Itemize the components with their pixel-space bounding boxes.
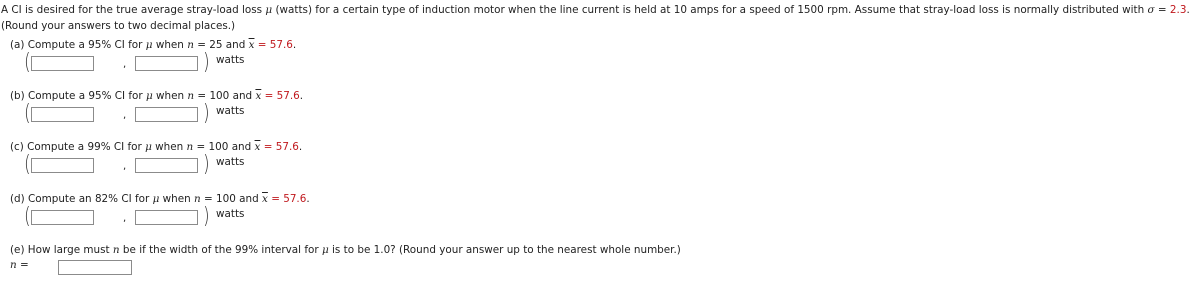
question-text: and — [228, 141, 255, 153]
ci-c-upper-input[interactable] — [135, 158, 198, 173]
period: . — [299, 90, 304, 102]
question-c — [10, 140, 302, 154]
close-paren: ) — [203, 101, 210, 126]
ci-a-lower-input[interactable] — [31, 56, 94, 71]
question-text: when — [152, 90, 188, 102]
xbar-symbol: $\overline{x}$ — [262, 193, 268, 205]
n-symbol: n — [186, 141, 194, 153]
mu-symbol: μ — [321, 244, 329, 256]
comma: , — [123, 161, 127, 172]
equals-sign: = — [254, 39, 270, 51]
n-value: 100 — [208, 141, 229, 153]
ci-d-lower-input[interactable] — [31, 210, 94, 225]
n-symbol: n — [10, 259, 17, 271]
question-b — [10, 89, 303, 103]
sigma-symbol: σ — [1147, 4, 1155, 16]
equals-sign: = — [267, 193, 284, 205]
period: . — [306, 193, 310, 205]
close-paren: ) — [203, 152, 210, 177]
unit-label: watts — [216, 156, 245, 168]
comma: , — [123, 59, 127, 70]
xbar-value: 57.6 — [283, 193, 307, 205]
equals-sign: = — [194, 90, 210, 102]
xbar-value: 57.6 — [275, 141, 299, 153]
open-paren: ( — [24, 204, 31, 229]
equals-sign: = — [16, 259, 29, 271]
period: . — [292, 39, 297, 51]
question-text: and — [229, 90, 256, 102]
mu-symbol: μ — [152, 193, 160, 205]
question-d — [10, 192, 310, 206]
n-symbol: n — [194, 193, 201, 205]
question-text: (b) Compute a 95% CI for — [10, 90, 146, 102]
sample-size-input[interactable] — [58, 260, 132, 275]
ci-d-upper-input[interactable] — [135, 210, 198, 225]
intro-text: (watts) for a certain type of induction motor when the line current is held at 10 amps for a speed of 1500 rpm. Assume that stray-load loss is normally distributed with — [272, 4, 1148, 16]
n-symbol: n — [187, 39, 194, 51]
ci-answer-row-a — [22, 50, 262, 75]
n-value: 100 — [209, 90, 230, 102]
ci-a-upper-input[interactable] — [135, 56, 198, 71]
ci-answer-row-c — [22, 152, 262, 177]
problem-intro — [1, 2, 1197, 34]
xbar-value: 57.6 — [276, 90, 300, 102]
equals-sign: = — [1154, 4, 1170, 16]
ci-b-upper-input[interactable] — [135, 107, 198, 122]
n-symbol: n — [112, 244, 120, 256]
n-answer-label — [10, 259, 29, 271]
ci-answer-row-b — [22, 101, 262, 126]
question-text: (c) Compute a 99% CI for — [10, 141, 146, 153]
mu-symbol: μ — [145, 90, 153, 102]
intro-text: A CI is desired for the true average stray-load loss — [1, 4, 266, 16]
sigma-value: 2.3 — [1169, 4, 1187, 16]
unit-label: watts — [216, 208, 245, 220]
n-symbol: n — [187, 90, 195, 102]
question-text: (d) Compute an 82% CI for — [10, 193, 153, 205]
equals-sign: = — [261, 90, 277, 102]
xbar-symbol: $\overline{x}$ — [254, 141, 261, 153]
n-value: 25 — [209, 39, 223, 51]
comma: , — [123, 110, 127, 121]
question-text: be if the width of the 99% interval for — [119, 244, 322, 256]
question-text: (a) Compute a 95% CI for — [10, 39, 146, 51]
close-paren: ) — [203, 204, 210, 229]
open-paren: ( — [24, 152, 31, 177]
question-text: and — [235, 193, 263, 205]
comma: , — [123, 213, 127, 224]
equals-sign: = — [193, 141, 209, 153]
ci-b-lower-input[interactable] — [31, 107, 94, 122]
xbar-value: 57.6 — [269, 39, 293, 51]
question-text: when — [152, 39, 188, 51]
period: . — [298, 141, 303, 153]
question-a — [10, 38, 296, 52]
ci-c-lower-input[interactable] — [31, 158, 94, 173]
xbar-symbol: $\overline{x}$ — [255, 90, 262, 102]
open-paren: ( — [24, 50, 31, 75]
question-text: (e) How large must — [10, 244, 113, 256]
question-text: is to be 1.0? (Round your answer up to the nearest whole number.) — [328, 244, 681, 256]
unit-label: watts — [216, 54, 245, 66]
open-paren: ( — [24, 101, 31, 126]
mu-symbol: μ — [145, 39, 153, 51]
equals-sign: = — [193, 39, 210, 51]
question-e — [10, 243, 681, 257]
ci-answer-row-d — [22, 204, 262, 229]
equals-sign: = — [260, 141, 276, 153]
xbar-symbol: $\overline{x}$ — [248, 39, 255, 51]
n-value: 100 — [216, 193, 236, 205]
question-text: when — [159, 193, 194, 205]
close-paren: ) — [203, 50, 210, 75]
question-text: and — [222, 39, 249, 51]
mu-symbol: μ — [145, 141, 152, 153]
intro-text: . (Round your answers to two decimal places.) — [1, 4, 1190, 32]
unit-label: watts — [216, 105, 245, 117]
mu-symbol: μ — [265, 4, 273, 16]
question-text: when — [151, 141, 187, 153]
equals-sign: = — [200, 193, 217, 205]
